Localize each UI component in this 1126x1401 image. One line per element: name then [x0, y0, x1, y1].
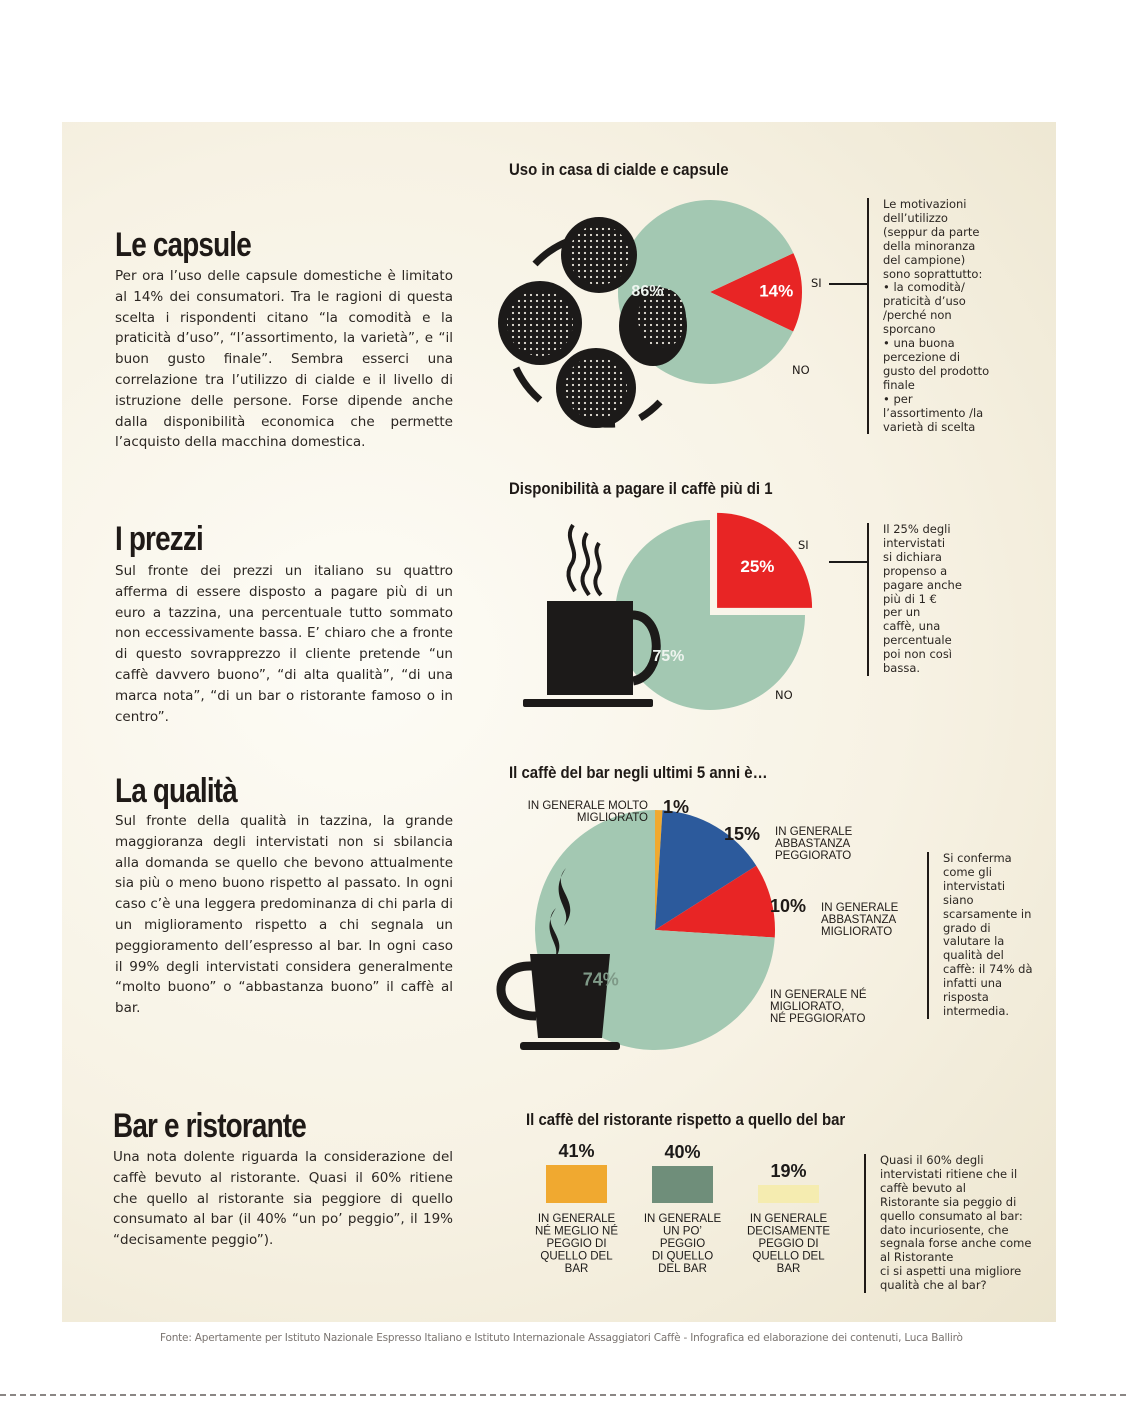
bar-chart-ristorante [535, 1141, 830, 1275]
pie-label-75pct: 75% [652, 647, 685, 665]
bar-category-label-2: IN GENERALE UN PO’ PEGGIO DI QUELLO DEL BAR [643, 1213, 722, 1275]
chart1-si-label: SI [811, 276, 822, 290]
chart3-label-ne-ne: IN GENERALE NÉ MIGLIORATO, NÉ PEGGIORATO [770, 989, 867, 1025]
chart2-si-label: SI [798, 538, 809, 552]
bar-text: Una nota dolente riguarda la considerazione del caffè bevuto al ristorante. Quasi il 60% ritiene che quello al ristorante sia peggiore di quello consumato al bar (il 40% “un po’ peggio”, il 19% “decisamente peggio”). [113, 1149, 453, 1249]
chart3-pct-10: 10% [770, 896, 807, 916]
chart3-pct-1: 1% [663, 797, 690, 817]
chart2-title: Disponibilità a pagare il caffè più di 1 [509, 479, 773, 498]
coffee-cup-icon [523, 525, 656, 707]
pie-label-25pct: 25% [740, 557, 775, 577]
chart1-title: Uso in casa di cialde e capsule [509, 160, 729, 179]
chart1-svg [480, 190, 840, 460]
chart3-label-abbastanza-peggiorato: IN GENERALE ABBASTANZA PEGGIORATO [775, 826, 853, 862]
chart2-no-label: NO [775, 688, 793, 702]
bar-category-label-3: IN GENERALE DECISAMENTE PEGGIO DI QUELLO DEL BAR [746, 1213, 831, 1275]
qualita-text: Sul fronte della qualità in tazzina, la grande maggioranza degli intervistati non si sbilancia alla domanda se quello che bevono attualmente sia più o meno buono rispetto al passato. In ogni caso c’è una leggera predominanza di chi parla di un miglioramento rispetto a chi segnala un peggioramento dell’espresso al bar. In ogni caso il 99% degli intervistati considera generalmente “molto buono” o “abbastanza buono” il caffè al bar. [115, 813, 453, 1017]
bar-title: Bar e ristorante [113, 1107, 306, 1145]
chart2-connector [829, 561, 867, 563]
pie-label-14pct: 14% [759, 281, 794, 301]
prezzi-note: Il 25% degli intervistati si dichiara propenso a pagare anche più di 1 € per un caffè, una percentuale poi non così bassa. [867, 523, 1013, 676]
source-credit: Fonte: Apertamente per Istituto Nazionale Espresso Italiano e Istituto Internazionale Assaggiatori Caffè - Infografica ed elaborazione dei contenuti, Luca Ballirò [160, 1332, 963, 1344]
capsule-title: Le capsule [115, 226, 251, 264]
bar-value-label-2: 40% [664, 1142, 701, 1162]
capsule-note: Le motivazioni dell’utilizzo (seppur da parte della minoranza del campione) sono soprattutto: • la comodità/ praticità d’uso /perché non sporcano • una buona percezione di gusto del prodotto finale • per l’assortimento /la varietà di scelta [867, 198, 1033, 434]
chart1-no-label: NO [792, 363, 810, 377]
bar-value-label-3: 19% [770, 1161, 807, 1181]
bar-category-label-1: IN GENERALE NÉ MEGLIO NÉ PEGGIO DI QUELLO DEL BAR [534, 1213, 619, 1275]
qualita-note: Si conferma come gli intervistati siano scarsamente in grado di valutare la qualità del caffè: il 74% dà infatti una risposta intermedia. [927, 852, 1053, 1019]
chart3-pct-15: 15% [724, 824, 761, 844]
bar-3 [758, 1185, 819, 1203]
pie-label-74pct: 74% [582, 969, 619, 990]
qualita-title: La qualità [115, 772, 237, 810]
bar-value-label-1: 41% [558, 1141, 595, 1161]
prezzi-text: Sul fronte dei prezzi un italiano su quattro afferma di essere disposto a pagare più di un euro a tazzina, una percentuale tutto sommato non eccessivamente bassa. E’ chiaro che a fronte di questo sovrapprezzo il cliente pretende “un caffè davvero buono”, “di alta qualità”, “di una marca nota”, “di un bar o ristorante famoso o in centro”. [115, 563, 453, 725]
bar-note: Quasi il 60% degli intervistati ritiene che il caffè bevuto al Ristorante sia peggio di quello consumato al bar: dato incuriosente, che segnala forse anche come al Ristorante ci si aspetti una migliore qualità che al bar? [864, 1154, 1050, 1293]
chart3-title: Il caffè del bar negli ultimi 5 anni è… [509, 763, 768, 782]
chart4-title: Il caffè del ristorante rispetto a quello del bar [526, 1110, 846, 1129]
chart2-svg [515, 505, 815, 715]
bar-2 [652, 1166, 713, 1203]
chart1-connector [829, 283, 867, 285]
prezzi-title: I prezzi [115, 520, 203, 558]
chart4-svg [515, 1135, 855, 1285]
pie-label-86pct: 86% [631, 283, 664, 301]
bar-1 [546, 1165, 607, 1203]
capsule-text: Per ora l’uso delle capsule domestiche è limitato al 14% dei consumatori. Tra le ragioni di questa scelta i rispondenti citano “la comodità e la praticità d’uso”, “l’assortimento, la varietà”, e “il buon gusto finale”. Sembra esserci una correlazione tra l’utilizzo di cialde e il livello di istruzione delle persone. Forse dipende anche dalla disponibilità economica che permette l’acquisto della macchina domestica. [115, 268, 453, 451]
cut-line [0, 1394, 1126, 1396]
chart3-label-molto-migliorato: IN GENERALE MOLTO MIGLIORATO [527, 800, 648, 824]
chart3-label-abbastanza-migliorato: IN GENERALE ABBASTANZA MIGLIORATO [821, 902, 899, 938]
